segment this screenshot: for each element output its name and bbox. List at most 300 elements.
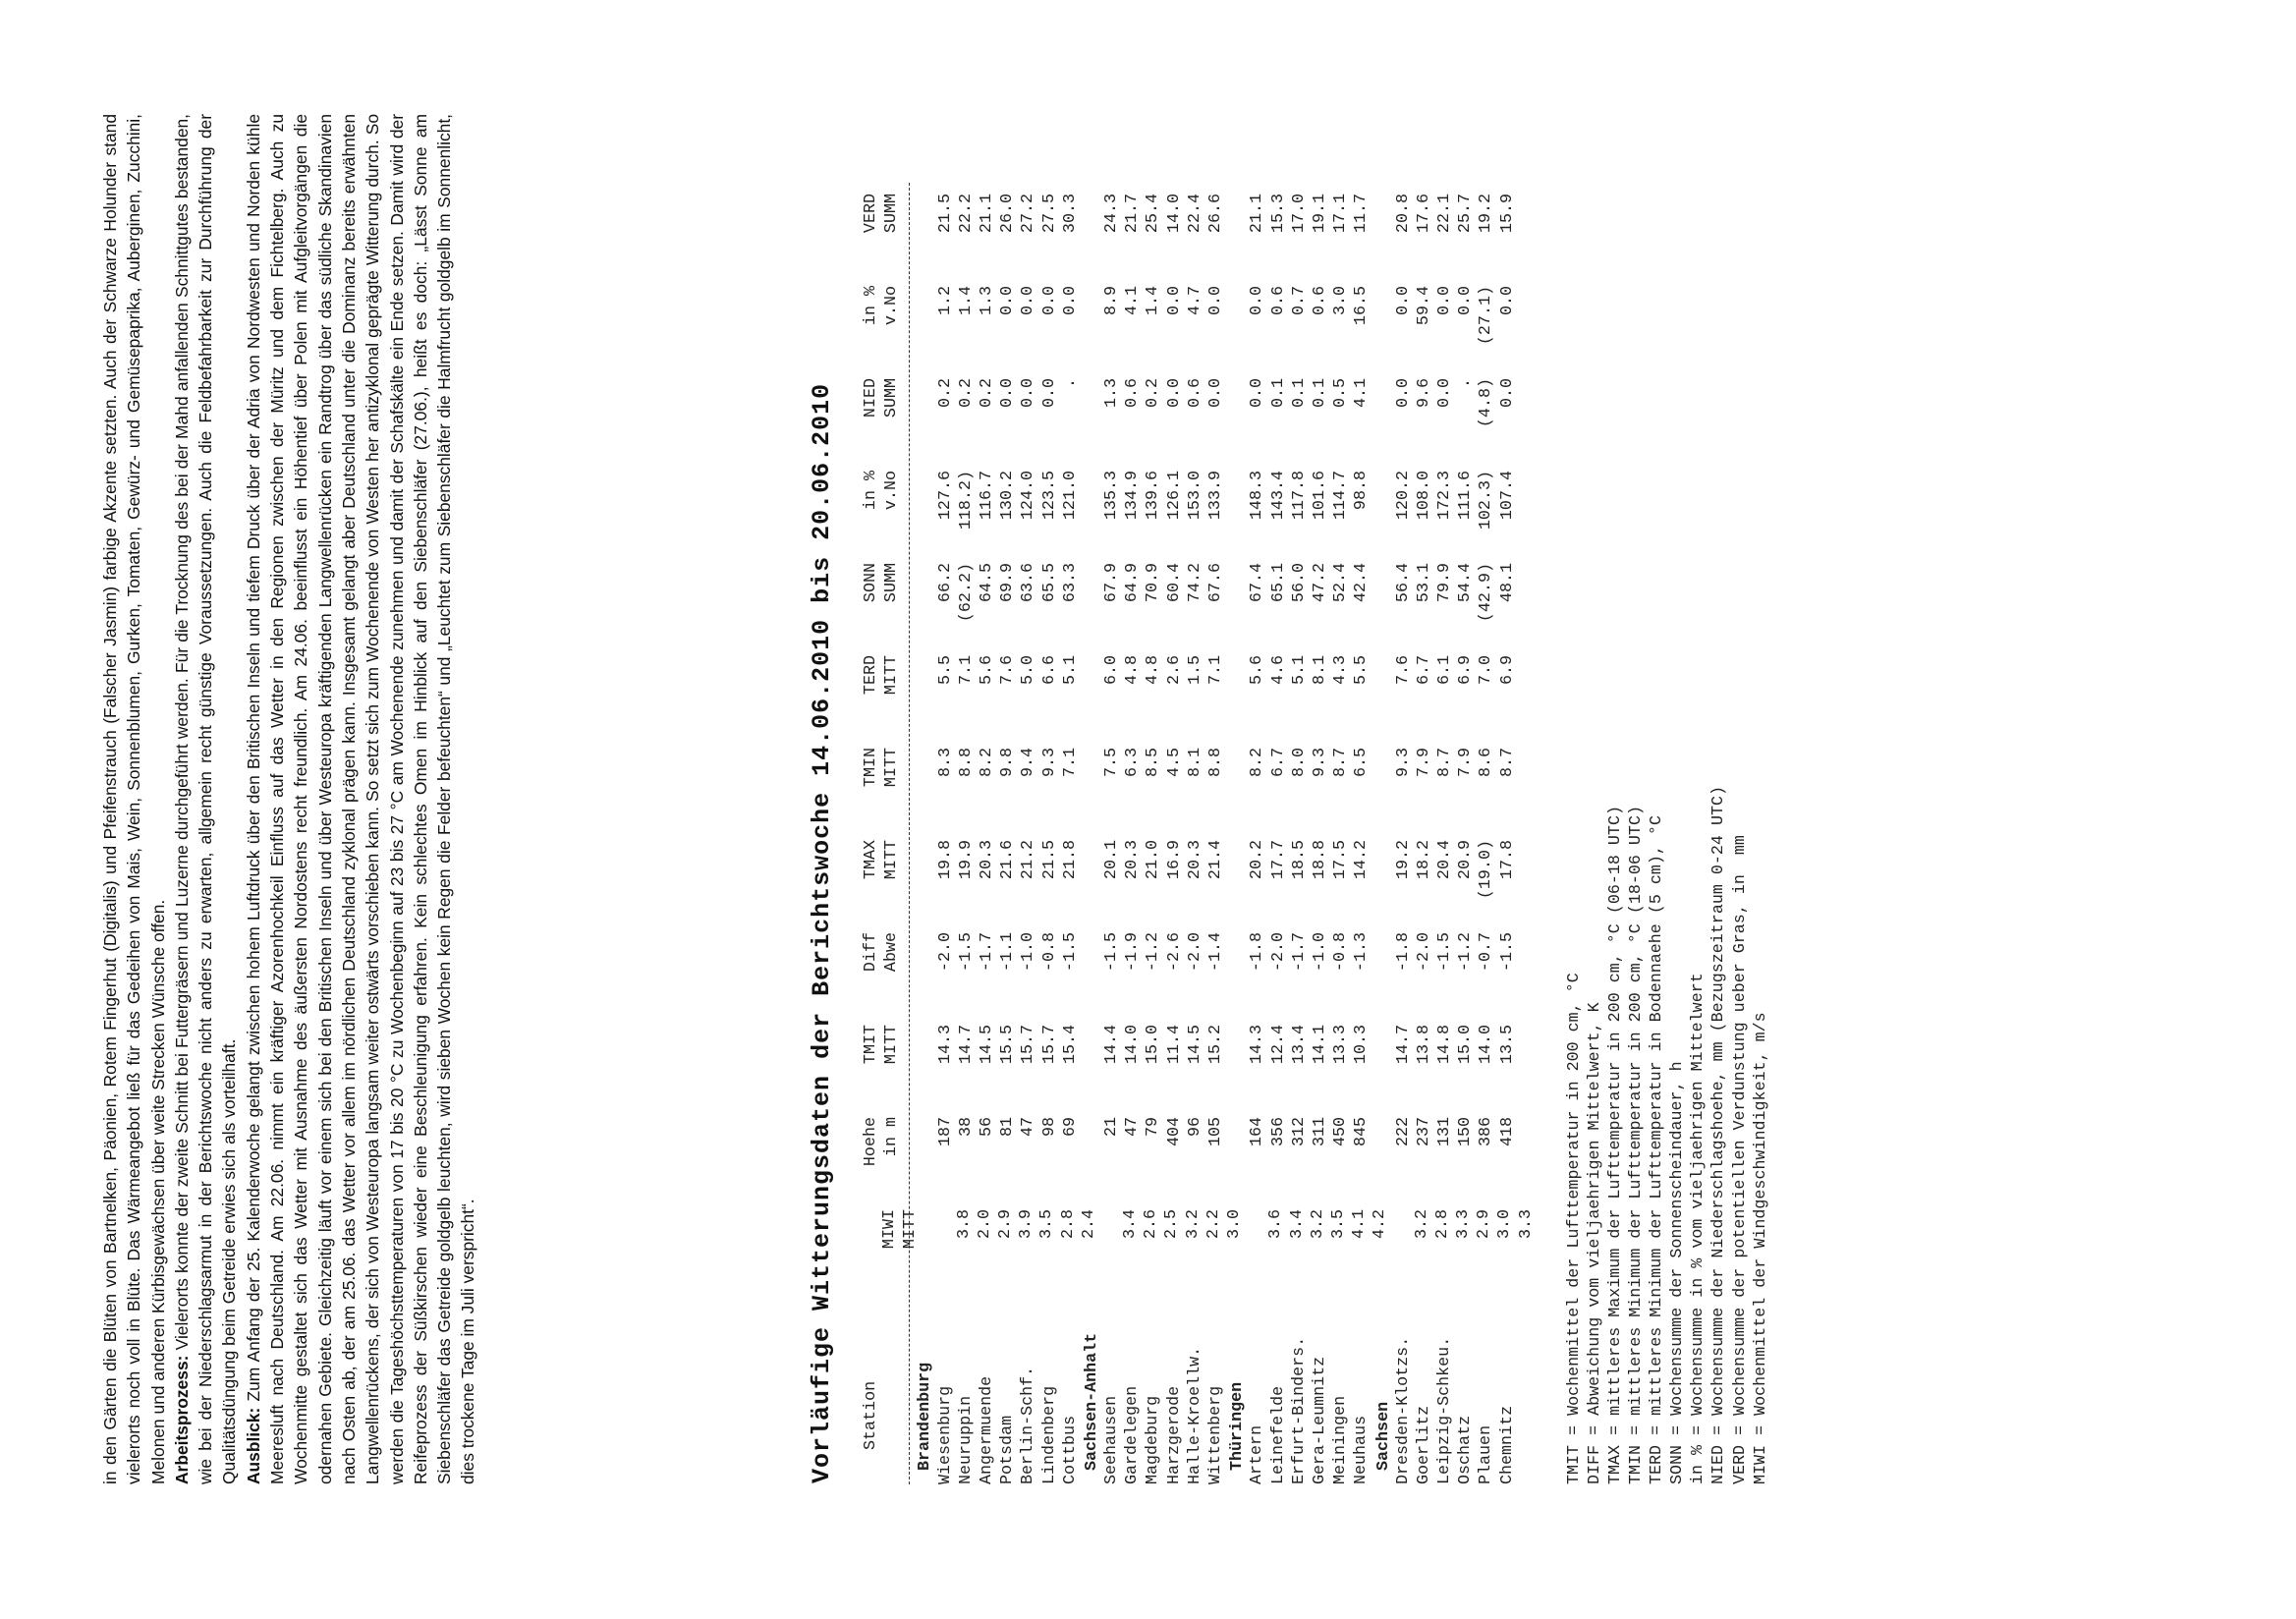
table-cell: 1.3	[1102, 378, 1122, 409]
table-cell: 0.6	[1123, 378, 1143, 409]
table-cell: 2.8	[1058, 1209, 1078, 1240]
station-name: Lindenberg	[1039, 1385, 1059, 1484]
table-cell: 6.3	[1123, 748, 1143, 778]
table-cell: 59.4	[1414, 286, 1433, 326]
station-name: Oschatz	[1456, 1415, 1476, 1484]
table-cell: 4.1	[1350, 1209, 1370, 1240]
table-cell: 0.0	[1039, 378, 1059, 409]
table-cell: 0.1	[1289, 378, 1309, 409]
table-cell: 98	[1039, 1117, 1059, 1138]
table-cell: 4.6	[1268, 655, 1288, 686]
table-cell: 4.1	[1352, 378, 1372, 409]
table-cell: 20.3	[977, 840, 996, 880]
table-cell: 8.2	[977, 748, 996, 778]
table-cell: 8.1	[1185, 748, 1204, 778]
table-cell: 7.1	[956, 655, 976, 686]
table-cell: 386	[1477, 1117, 1496, 1147]
table-cell: 8.6	[1477, 748, 1496, 778]
intro-paragraph: in den Gärten die Blüten von Bartnelken, Päonien, Rotem Fingerhut (Digitalis) und Pfeifenstrauch (Falscher Jasmin) farbige Akzente setzten. Auch der Schwarze Holunder stand vielerorts noch voll in Blüte. Das Wärmeangebot ließ für das Gedeihen von Mais, Wein, Sonnenblumen, Gurken, Tomaten, Gewürz- und Gemüsepaprika, Auberginen, Zucchini, Melonen und anderen Kürbisgewächsen über weite Strecken Wünsche offen.	[100, 114, 168, 1484]
header-cell: in m	[882, 1117, 902, 1157]
table-cell: (27.1)	[1477, 286, 1496, 346]
table-cell: 2.5	[1162, 1209, 1182, 1240]
table-cell: (4.8)	[1477, 378, 1496, 428]
table-cell: 67.9	[1102, 563, 1122, 603]
table-cell: 22.2	[956, 194, 976, 234]
ausblick-paragraph	[242, 114, 480, 1484]
table-cell: 3.2	[1308, 1209, 1327, 1240]
table-cell: 7.9	[1456, 748, 1476, 778]
table-cell: 15.0	[1456, 1025, 1476, 1065]
table-title: Vorläufige Witterungsdaten der Berichtswoche 14.06.2010 bis 20.06.2010	[808, 382, 836, 1483]
table-cell: 148.3	[1248, 471, 1267, 521]
table-cell: 0.0	[1456, 286, 1476, 316]
table-cell: 404	[1164, 1117, 1184, 1147]
table-cell: 66.2	[935, 563, 955, 603]
table-cell: 67.6	[1206, 563, 1225, 603]
table-cell: 15.9	[1497, 194, 1517, 234]
table-cell: 2.9	[995, 1209, 1015, 1240]
table-cell: -1.5	[1102, 932, 1122, 973]
table-cell: 3.0	[1495, 1209, 1515, 1240]
table-cell: 2.6	[1142, 1209, 1161, 1240]
table-cell: 8.8	[956, 748, 976, 778]
table-cell: 0.0	[1019, 286, 1038, 316]
station-name: Neuruppin	[956, 1395, 976, 1484]
legend-line: VERD = Wochensumme der potentiellen Verdunstung ueber Gras, in mm	[1730, 835, 1750, 1484]
table-cell: 69.9	[998, 563, 1018, 603]
header-cell: SONN	[862, 563, 880, 603]
table-cell: 98.8	[1352, 471, 1372, 511]
table-cell: 0.0	[1435, 378, 1455, 409]
header-cell: SUMM	[882, 563, 902, 603]
table-cell: 117.8	[1289, 471, 1309, 521]
table-cell: 0.2	[956, 378, 976, 409]
table-cell: 20.9	[1456, 840, 1476, 880]
table-cell: 8.7	[1331, 748, 1351, 778]
station-name: Wittenberg	[1206, 1385, 1225, 1484]
header-cell: MITT	[882, 655, 902, 696]
table-cell: 5.1	[1289, 655, 1309, 686]
table-cell: 19.2	[1393, 840, 1413, 880]
table-cell: 14.1	[1310, 1025, 1329, 1065]
table-cell: -1.8	[1393, 932, 1413, 973]
table-cell: 17.8	[1497, 840, 1517, 880]
table-cell: 130.2	[998, 471, 1018, 521]
table-cell: 14.8	[1435, 1025, 1455, 1065]
table-cell: 25.4	[1144, 194, 1163, 234]
table-cell: 164	[1248, 1117, 1267, 1147]
table-cell: 38	[956, 1117, 976, 1138]
table-cell: 15.3	[1268, 194, 1288, 234]
table-cell: 54.4	[1456, 563, 1476, 603]
table-cell: 123.5	[1039, 471, 1059, 521]
table-cell: 15.2	[1206, 1025, 1225, 1065]
table-cell: 14.7	[956, 1025, 976, 1065]
table-cell: 0.0	[1019, 378, 1038, 409]
table-cell: 20.1	[1102, 840, 1122, 880]
table-cell: 20.4	[1435, 840, 1455, 880]
table-cell: 70.9	[1144, 563, 1163, 603]
station-name: Berlin-Schf.	[1019, 1366, 1038, 1484]
table-cell: 19.8	[935, 840, 955, 880]
legend-line: TMIN = mittleres Minimum der Lufttemperatur in 200 cm, °C (18-06 UTC)	[1627, 806, 1647, 1484]
table-cell: 2.2	[1204, 1209, 1223, 1240]
table-cell: 17.6	[1414, 194, 1433, 234]
table-cell: 4.3	[1331, 655, 1351, 686]
table-cell: 5.6	[1248, 655, 1267, 686]
state-heading: Thüringen	[1228, 1381, 1248, 1471]
table-cell: 312	[1289, 1117, 1309, 1147]
table-cell: 3.2	[1412, 1209, 1431, 1240]
table-cell: -1.3	[1352, 932, 1372, 973]
table-cell: -2.0	[1268, 932, 1288, 973]
table-cell: 7.9	[1414, 748, 1433, 778]
station-name: Leipzig-Schkeu.	[1435, 1336, 1455, 1484]
table-cell: 4.2	[1371, 1209, 1390, 1240]
table-cell: 12.4	[1268, 1025, 1288, 1065]
table-cell: 3.0	[1225, 1209, 1244, 1240]
header-cell: v.No	[882, 471, 902, 511]
table-header-row-2	[882, 89, 921, 1484]
table-cell: 4.7	[1185, 286, 1204, 316]
table-cell: 7.0	[1477, 655, 1496, 686]
table-cell: 3.4	[1121, 1209, 1141, 1240]
weather-table	[862, 89, 1536, 1484]
table-cell: 116.7	[977, 471, 996, 521]
header-cell: Diff	[862, 932, 880, 973]
table-cell: 56.4	[1393, 563, 1413, 603]
weather-data-section	[808, 89, 1771, 1484]
header-cell: TMIT	[862, 1025, 880, 1065]
table-cell: 8.7	[1435, 748, 1455, 778]
table-cell: 5.1	[1060, 655, 1080, 686]
table-cell: -2.0	[1185, 932, 1204, 973]
article-text	[98, 114, 480, 1484]
table-cell: -1.9	[1123, 932, 1143, 973]
table-cell: 9.8	[998, 748, 1018, 778]
station-name: Dresden-Klotzs.	[1393, 1336, 1413, 1484]
arbeitsprozess-text: Vielerorts konnte der zweite Schnitt bei Futtergräsern und Luzerne durchgeführt werden. Für die Trocknung des bei der Mahd anfallenden Schnittgutes bestanden, wie bei der Niederschlagsarmut in der Berichtswoche nicht anders zu erwarten, allgemein recht günstige Voraussetzungen. Auch die Feldbefahrbarkeit zur Durchführung der Qualitätsdüngung beim Getreide erwies sich als vorteilhaft.	[171, 114, 240, 1484]
table-cell: 17.1	[1331, 194, 1351, 234]
table-cell: 1.5	[1185, 655, 1204, 686]
table-cell: 0.0	[1206, 378, 1225, 409]
table-cell: 15.4	[1060, 1025, 1080, 1065]
ausblick-label: Ausblick:	[243, 1407, 263, 1484]
table-cell: 3.2	[1183, 1209, 1203, 1240]
table-cell: 2.0	[975, 1209, 994, 1240]
header-cell: Station	[862, 1380, 880, 1450]
table-cell: 0.6	[1310, 286, 1329, 316]
station-name: Gardelegen	[1123, 1385, 1143, 1484]
table-cell: 14.7	[1393, 1025, 1413, 1065]
table-cell: 143.4	[1268, 471, 1288, 521]
table-cell: -1.2	[1144, 932, 1163, 973]
table-cell: 0.2	[1144, 378, 1163, 409]
table-cell: 7.6	[998, 655, 1018, 686]
table-cell: 2.8	[1432, 1209, 1452, 1240]
table-cell: 9.3	[1393, 748, 1413, 778]
station-name: Erfurt-Binders.	[1289, 1336, 1309, 1484]
table-cell: 14.5	[1185, 1025, 1204, 1065]
table-cell: -2.0	[1414, 932, 1433, 973]
table-cell: -1.0	[1019, 932, 1038, 973]
header-cell	[882, 1209, 901, 1484]
table-cell: 2.4	[1079, 1209, 1098, 1240]
table-cell: 26.6	[1206, 194, 1225, 234]
table-cell: 17.0	[1289, 194, 1309, 234]
header-cell: Abwe	[882, 932, 902, 973]
table-cell: 135.3	[1102, 471, 1122, 521]
table-cell: 356	[1268, 1117, 1288, 1147]
table-cell: 14.2	[1352, 840, 1372, 880]
table-cell: 67.4	[1248, 563, 1267, 603]
table-cell: 7.1	[1206, 655, 1225, 686]
table-cell: 102.3)	[1477, 471, 1496, 530]
table-cell: 111.6	[1456, 471, 1476, 521]
table-cell: 25.7	[1456, 194, 1476, 234]
table-cell: 79.9	[1435, 563, 1455, 603]
table-cell: 187	[935, 1117, 955, 1147]
table-cell: -0.7	[1477, 932, 1496, 973]
table-cell: 0.0	[1164, 286, 1184, 316]
header-cell: MIWI	[880, 1209, 899, 1250]
table-cell: 0.0	[1497, 378, 1517, 409]
legend-line: in % = Wochensumme in % vom vieljaehrigen Mittelwert	[1689, 973, 1708, 1484]
table-cell: 10.3	[1352, 1025, 1372, 1065]
table-cell: 150	[1456, 1117, 1476, 1147]
table-cell: 21.1	[1248, 194, 1267, 234]
header-cell: MITT	[882, 1025, 902, 1065]
table-cell: 134.9	[1123, 471, 1143, 521]
ausblick-text: Zum Anfang der 25. Kalenderwoche gelangt zwischen hohem Luftdruck über den Britischen Inseln und tiefem Druck über der Adria von Nordwesten und Norden kühle Meeresluft nach Deutschland. Am 22.06. nimmt ein kräftiger Azorenhochkeil Einfluss auf das Wetter in den Regionen zwischen der Müritz und dem Fichtelberg. Auch zu Wochenmitte gestaltet sich das Wetter mit Ausnahme des äußersten Nordostens recht freundlich. Am 24.06. beeinflusst ein Höhentief über Polen mit Aufgleitvorgängen die odernahen Gebiete. Gleichzeitig läuft vor einem sich bei den Britischen Inseln und über Westeuropa kräftigenden Langwellenrücken ein Randtrog über das südliche Skandinavien nach Osten ab, der am 25.06. das Wetter vor allem im nördlichen Deutschland zyklonal prägen kann. Insgesamt gelangt aber Deutschland unter die Dominanz bereits erwähnten Langwellenrückens, der sich von Westeuropa langsam weiter ostwärts vorschieben kann. So setzt sich zum Wochenende von Westen her antizyklonal geprägte Witterung durch. So werden die Tageshöchsttemperaturen von 17 bis 20 °C zu Wochenbeginn auf 23 bis 27 °C am Wochenende zunehmen und damit der Schafskälte ein Ende setzen. Damit wird der Reifeprozess der Süßkirschen wieder eine Beschleunigung erfahren. Kein schlechtes Omen im Hinblick auf den Siebenschläfer (27.06.), heißt es doch: „Lässt Sonne am Siebenschläfer das Getreide goldgelb leuchten, wird sieben Wochen kein Regen die Felder befeuchten“ und „Leuchtet zum Siebenschläfer die Halmfrucht goldgelb im Sonnenlicht, dies trockene Tage im Juli verspricht“.	[243, 114, 478, 1484]
legend-line: SONN = Wochensumme der Sonnenscheindauer, h	[1668, 1061, 1688, 1484]
table-cell: 15.0	[1144, 1025, 1163, 1065]
table-cell: 7.6	[1393, 655, 1413, 686]
table-cell: 16.9	[1164, 840, 1184, 880]
station-name: Plauen	[1477, 1424, 1496, 1484]
table-cell: 4.5	[1164, 748, 1184, 778]
table-cell: 9.3	[1310, 748, 1329, 778]
table-cell: 8.1	[1310, 655, 1329, 686]
table-cell: 3.8	[954, 1209, 974, 1240]
table-cell: 1.2	[935, 286, 955, 316]
table-cell: 131	[1435, 1117, 1455, 1147]
table-cell: 108.0	[1414, 471, 1433, 521]
table-cell: 8.5	[1144, 748, 1163, 778]
table-cell: 21.2	[1019, 840, 1038, 880]
table-cell: 3.0	[1331, 286, 1351, 316]
table-cell: 5.5	[1352, 655, 1372, 686]
table-cell: 1.4	[1144, 286, 1163, 316]
table-cell: 8.3	[935, 748, 955, 778]
table-cell: 4.8	[1123, 655, 1143, 686]
table-cell: 13.8	[1414, 1025, 1433, 1065]
table-cell: 3.9	[1017, 1209, 1036, 1240]
table-cell: 74.2	[1185, 563, 1204, 603]
table-cell: 14.0	[1123, 1025, 1143, 1065]
table-row	[1497, 89, 1536, 1484]
table-cell: 6.0	[1102, 655, 1122, 686]
table-cell: 3.5	[1037, 1209, 1057, 1240]
table-cell: 13.5	[1497, 1025, 1517, 1065]
table-cell: 53.1	[1414, 563, 1433, 603]
table-cell: 118.2)	[956, 471, 976, 530]
table-cell: -2.0	[935, 932, 955, 973]
table-cell: 0.0	[1039, 286, 1059, 316]
table-cell: 6.6	[1039, 655, 1059, 686]
header-cell: Hoehe	[862, 1117, 880, 1167]
table-cell: 9.6	[1414, 378, 1433, 409]
table-cell: 21.1	[977, 194, 996, 234]
table-cell: -1.7	[977, 932, 996, 973]
table-cell: 2.6	[1164, 655, 1184, 686]
table-cell: 2.9	[1475, 1209, 1494, 1240]
table-cell: 3.4	[1287, 1209, 1307, 1240]
station-name: Angermuende	[977, 1375, 996, 1484]
table-cell: 4.8	[1144, 655, 1163, 686]
table-cell: 20.3	[1185, 840, 1204, 880]
table-cell: 24.3	[1102, 194, 1122, 234]
table-cell: 7.5	[1102, 748, 1122, 778]
legend-line: MIWI = Wochenmittel der Windgeschwindigkeit, m/s	[1751, 1012, 1770, 1484]
table-cell: -1.8	[1248, 932, 1267, 973]
table-cell: 9.3	[1039, 748, 1059, 778]
state-heading: Sachsen	[1373, 1401, 1393, 1471]
table-cell: 845	[1352, 1117, 1372, 1147]
table-cell: 3.3	[1454, 1209, 1474, 1240]
table-cell: -2.6	[1164, 932, 1184, 973]
header-cell: MITT	[882, 840, 902, 880]
table-cell: 8.7	[1497, 748, 1517, 778]
table-cell: 3.5	[1328, 1209, 1348, 1240]
legend-line: TMIT = Wochenmittel der Lufttemperatur in 200 cm, °C	[1564, 973, 1584, 1484]
header-cell: MITT	[882, 748, 902, 788]
table-cell: (42.9)	[1477, 563, 1496, 623]
header-cell: in %	[862, 471, 880, 511]
header-cell: TERD	[862, 655, 880, 696]
table-cell: 21.7	[1123, 194, 1143, 234]
table-cell: 0.0	[1060, 286, 1080, 316]
table-cell: 65.1	[1268, 563, 1288, 603]
table-cell: 1.4	[956, 286, 976, 316]
table-cell: 14.4	[1102, 1025, 1122, 1065]
table-cell: 6.9	[1497, 655, 1517, 686]
table-cell: 64.9	[1123, 563, 1143, 603]
table-cell: 107.4	[1497, 471, 1517, 521]
table-cell: 21.5	[935, 194, 955, 234]
table-cell: 21.8	[1060, 840, 1080, 880]
table-cell: (19.0)	[1477, 840, 1496, 900]
header-cell: NIED	[862, 378, 880, 419]
table-cell: 14.0	[1164, 194, 1184, 234]
table-cell: 4.1	[1123, 286, 1143, 316]
table-cell: 1.3	[977, 286, 996, 316]
table-cell: 15.5	[998, 1025, 1018, 1065]
table-cell: 48.1	[1497, 563, 1517, 603]
table-cell: 7.1	[1060, 748, 1080, 778]
station-name: Potsdam	[998, 1415, 1018, 1484]
table-cell: 0.0	[1393, 378, 1413, 409]
table-cell: 0.2	[977, 378, 996, 409]
table-cell: 30.3	[1060, 194, 1080, 234]
table-cell: 14.3	[935, 1025, 955, 1065]
table-cell: 21.6	[998, 840, 1018, 880]
table-cell: 56.0	[1289, 563, 1309, 603]
table-cell: 63.6	[1019, 563, 1038, 603]
table-cell: 450	[1331, 1117, 1351, 1147]
table-cell: 0.0	[1435, 286, 1455, 316]
table-cell: 18.5	[1289, 840, 1309, 880]
legend-line: DIFF = Abweichung vom vieljaehrigen Mittelwert, K	[1585, 1002, 1604, 1484]
table-cell: 15.7	[1019, 1025, 1038, 1065]
table-cell: 0.0	[1497, 286, 1517, 316]
table-cell: 0.0	[998, 286, 1018, 316]
table-cell: -1.5	[1435, 932, 1455, 973]
station-name: Chemnitz	[1497, 1405, 1517, 1484]
table-cell: 124.0	[1019, 471, 1038, 521]
table-cell: 172.3	[1435, 471, 1455, 521]
table-cell: 133.9	[1206, 471, 1225, 521]
station-name: Meiningen	[1331, 1395, 1351, 1484]
table-cell: 3.6	[1266, 1209, 1286, 1240]
table-cell: 0.2	[935, 378, 955, 409]
station-name: Artern	[1248, 1424, 1267, 1484]
station-name: Seehausen	[1102, 1395, 1122, 1484]
table-cell: 19.1	[1310, 194, 1329, 234]
header-cell: SUMM	[882, 194, 902, 234]
header-cell: in %	[862, 286, 880, 326]
table-cell: 0.0	[1248, 286, 1267, 316]
table-cell: 42.4	[1352, 563, 1372, 603]
table-cell: 52.4	[1331, 563, 1351, 603]
table-cell: 27.5	[1039, 194, 1059, 234]
table-cell: 47	[1123, 1117, 1143, 1138]
table-cell: -1.4	[1206, 932, 1225, 973]
station-name: Harzgerode	[1164, 1385, 1184, 1484]
table-cell: 20.3	[1123, 840, 1143, 880]
legend-line: TMAX = mittleres Maximum der Lufttemperatur in 200 cm, °C (06-18 UTC)	[1606, 806, 1625, 1484]
station-name: Goerlitz	[1414, 1405, 1433, 1484]
table-cell: .	[1456, 378, 1476, 389]
table-cell: 418	[1497, 1117, 1517, 1147]
table-cell: 60.4	[1164, 563, 1184, 603]
table-cell: 222	[1393, 1117, 1413, 1147]
table-cell: 16.5	[1352, 286, 1372, 326]
table-cell: 18.8	[1310, 840, 1329, 880]
table-cell: 5.0	[1019, 655, 1038, 686]
header-cell: SUMM	[882, 378, 902, 419]
table-cell: 127.6	[935, 471, 955, 521]
legend-line: TERD = mittleres Minimum der Lufttemperatur in Bodennaehe (5 cm), °C	[1648, 815, 1667, 1484]
table-cell: 14.0	[1477, 1025, 1496, 1065]
table-cell: 11.7	[1352, 194, 1372, 234]
legend	[1564, 89, 1771, 1484]
table-cell: 21.4	[1206, 840, 1225, 880]
table-cell: 3.3	[1516, 1209, 1536, 1240]
table-cell: 21.5	[1039, 840, 1059, 880]
table-cell: 0.0	[1164, 378, 1184, 409]
table-cell: 6.7	[1414, 655, 1433, 686]
station-name: Leinefelde	[1268, 1385, 1288, 1484]
table-cell: 22.1	[1435, 194, 1455, 234]
table-cell: 126.1	[1164, 471, 1184, 521]
table-cell: 0.6	[1185, 378, 1204, 409]
table-cell: 0.0	[998, 378, 1018, 409]
table-cell: 6.9	[1456, 655, 1476, 686]
table-cell: 21.0	[1144, 840, 1163, 880]
table-cell: 0.0	[1393, 286, 1413, 316]
table-cell: 121.0	[1060, 471, 1080, 521]
